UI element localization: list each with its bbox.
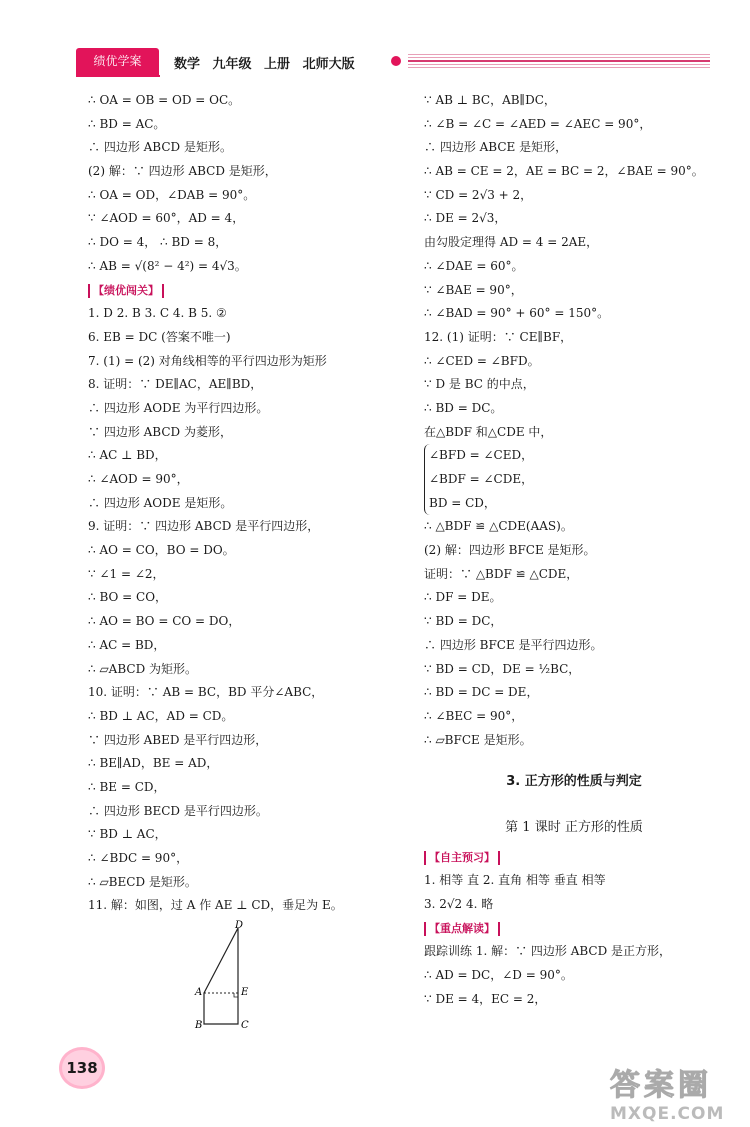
header-stripe — [408, 57, 710, 58]
watermark-bottom: MXQE.COM — [610, 1104, 725, 1124]
answer-line: ∴ AO = BO = CO = DO， — [88, 614, 241, 629]
label-e: E — [241, 987, 249, 998]
trapezoid-outline — [204, 928, 238, 1024]
section-title: 3. 正方形的性质与判定 — [506, 774, 642, 790]
header-stripe — [408, 67, 710, 68]
answer-line: ∴ AB = CE = 2，AE = BC = 2，∠BAE = 90°。 — [424, 164, 704, 179]
answer-line: ∴ BE∥AD，BE = AD， — [88, 756, 219, 771]
answer-line: ∴ BO = CO， — [88, 590, 168, 605]
answer-line: ∴ ∠BAD = 90° + 60° = 150°。 — [424, 306, 610, 321]
lesson-title: 第 1 课时 正方形的性质 — [505, 819, 643, 835]
header-stripe — [408, 54, 710, 55]
answer-line: ∴ △BDF ≌ △CDE(AAS)。 — [424, 519, 573, 534]
answer-line: ∴ ▱BECD 是矩形。 — [88, 874, 197, 889]
answer-line: 在△BDF 和△CDE 中， — [424, 424, 553, 439]
answer-line: ∵ CD = 2√3 + 2， — [424, 187, 533, 202]
brace-line: BD = CD， — [429, 495, 496, 510]
brace-line: ∠BDF = ∠CDE， — [429, 472, 534, 486]
answer-line: 7. (1) = (2) 对角线相等的平行四边形为矩形 — [88, 353, 327, 368]
answer-line: ∵ AB ⊥ BC，AB∥DC， — [424, 93, 556, 107]
header-dot — [391, 56, 401, 66]
label-d: D — [235, 920, 244, 931]
answer-line: ∵ 四边形 ABED 是平行四边形， — [88, 732, 268, 747]
answer-line: ∴ DO = 4， ∴ BD = 8， — [88, 235, 228, 250]
answer-line: ∴ 四边形 BFCE 是平行四边形。 — [424, 637, 603, 652]
answer-line: ∴ ▱ABCD 为矩形。 — [88, 661, 198, 676]
answer-line: 11. 解：如图，过 A 作 AE ⊥ CD，垂足为 E。 — [88, 898, 343, 913]
answer-line: (2) 解：四边形 BFCE 是矩形。 — [424, 543, 596, 558]
condition-brace — [424, 444, 533, 515]
answer-line: 跟踪训练 1. 解：∵ 四边形 ABCD 是正方形， — [424, 944, 672, 959]
answer-line: ∴ BD ⊥ AC，AD = CD。 — [88, 708, 234, 723]
answer-line: 12. (1) 证明：∵ CE∥BF， — [424, 329, 573, 344]
answer-line: ∵ 四边形 ABCD 为菱形， — [88, 424, 232, 439]
header-subject-info: 数学 九年级 上册 北师大版 — [174, 57, 355, 72]
answer-line: 证明：∵ △BDF ≌ △CDE， — [424, 566, 579, 581]
answer-line: ∵ BD = CD，DE = ½BC， — [424, 661, 581, 676]
answer-line: ∴ AO = CO，BO = DO。 — [88, 543, 235, 558]
answer-line: ∴ 四边形 BECD 是平行四边形。 — [88, 803, 268, 818]
header-stripe — [408, 64, 710, 65]
answer-line: ∴ OA = OD，∠DAB = 90°。 — [88, 187, 256, 202]
answer-line: ∵ DE = 4，EC = 2， — [424, 991, 547, 1006]
brand-underline — [76, 75, 160, 77]
answer-line: ∴ ∠BEC = 90°， — [424, 708, 524, 723]
answer-line: ∴ AB = √(8² − 4²) = 4√3。 — [88, 258, 247, 273]
answer-line: ∴ 四边形 ABCD 是矩形。 — [88, 140, 232, 155]
section-tag-preview: 【自主预习】 — [424, 851, 500, 865]
page-header — [0, 0, 750, 80]
answer-line: ∵ ∠1 = ∠2， — [88, 566, 165, 581]
answer-line: ∴ ∠DAE = 60°。 — [424, 258, 524, 273]
right-angle-mark — [234, 993, 238, 997]
page-number: 138 — [62, 1050, 102, 1086]
answer-line: ∴ ∠CED = ∠BFD。 — [424, 353, 540, 368]
answer-line: ∴ 四边形 AODE 是矩形。 — [88, 495, 233, 510]
section-tag-focus: 【重点解读】 — [424, 922, 500, 936]
answer-line: ∴ AC = BD， — [88, 637, 166, 652]
answer-line: ∴ DF = DE。 — [424, 590, 502, 605]
answer-line: ∴ BD = AC。 — [88, 116, 166, 131]
answer-line: ∴ OA = OB = OD = OC。 — [88, 93, 241, 107]
right-column — [424, 89, 724, 1011]
answer-line: ∴ ∠AOD = 90°， — [88, 472, 189, 486]
answer-line: ∴ AD = DC，∠D = 90°。 — [424, 968, 573, 983]
answer-line: (2) 解：∵ 四边形 ABCD 是矩形， — [88, 164, 277, 179]
answer-line: 1. 相等 直 2. 直角 相等 垂直 相等 — [424, 873, 606, 888]
answer-line: 8. 证明：∵ DE∥AC，AE∥BD， — [88, 377, 263, 392]
answer-line: 3. 2√2 4. 略 — [424, 897, 494, 911]
answer-line: ∴ BD = DC。 — [424, 400, 503, 415]
answer-line: 1. D 2. B 3. C 4. B 5. ② — [88, 306, 227, 321]
answer-line: ∴ AC ⊥ BD， — [88, 448, 167, 463]
answer-line: ∴ DE = 2√3， — [424, 211, 507, 226]
answer-line: ∴ ∠B = ∠C = ∠AED = ∠AEC = 90°， — [424, 116, 652, 131]
answer-line: ∴ ∠BDC = 90°， — [88, 851, 189, 865]
answer-line: 9. 证明：∵ 四边形 ABCD 是平行四边形， — [88, 519, 320, 534]
watermark-top: 答案圈 — [610, 1068, 712, 1103]
label-c: C — [241, 1020, 249, 1031]
answer-line: ∴ 四边形 ABCE 是矩形， — [424, 140, 568, 155]
answer-line: ∵ ∠BAE = 90°， — [424, 282, 523, 297]
answer-line: ∴ BD = DC = DE， — [424, 685, 539, 700]
answer-line: ∴ 四边形 AODE 为平行四边形。 — [88, 400, 269, 415]
answer-line: ∴ BE = CD， — [88, 779, 166, 794]
answer-line: 10. 证明：∵ AB = BC，BD 平分∠ABC， — [88, 685, 324, 700]
answer-line: ∵ ∠AOD = 60°，AD = 4， — [88, 211, 245, 226]
trapezoid-figure — [190, 918, 265, 1036]
section-tag-challenge: 【绩优闯关】 — [88, 284, 164, 298]
answer-line: ∴ ▱BFCE 是矩形。 — [424, 732, 532, 747]
label-a: A — [195, 987, 203, 998]
header-stripe — [408, 60, 710, 62]
watermark — [610, 1060, 740, 1124]
answer-line: ∵ D 是 BC 的中点， — [424, 377, 535, 392]
answer-line: ∵ BD ⊥ AC， — [88, 827, 167, 842]
answer-line: 由勾股定理得 AD = 4 = 2AE， — [424, 235, 599, 250]
answer-line: 6. EB = DC (答案不唯一) — [88, 329, 231, 344]
left-column — [88, 89, 393, 918]
label-b: B — [195, 1020, 203, 1031]
answer-line: ∵ BD = DC， — [424, 614, 503, 629]
brand-tab: 绩优学案 — [76, 48, 159, 76]
brace-line: ∠BFD = ∠CED， — [429, 448, 534, 463]
